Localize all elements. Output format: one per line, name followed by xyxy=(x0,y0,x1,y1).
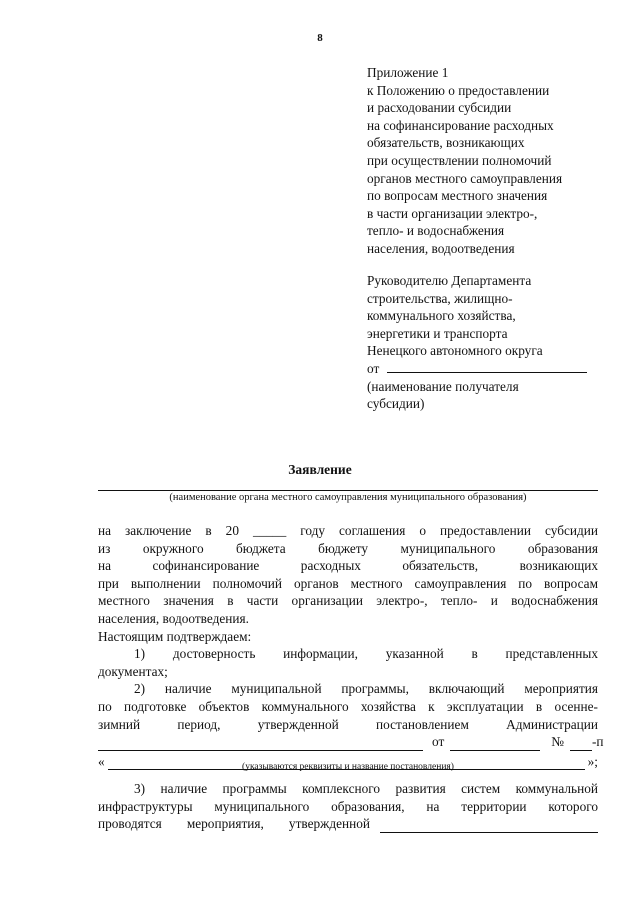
appendix-line: обязательств, возникающих xyxy=(367,135,525,151)
item3-block xyxy=(98,780,598,833)
appendix-line: Приложение 1 xyxy=(367,65,449,80)
org-caption: (наименование органа местного самоуправления муниципального образования) xyxy=(169,492,527,503)
recipient-caption-line: субсидии) xyxy=(367,396,425,412)
close-quote: »; xyxy=(587,753,598,769)
item2-line: зимний период, утвержденной постановлением Администрации xyxy=(98,716,598,732)
appendix-block xyxy=(367,64,617,258)
item3-last-line xyxy=(98,815,598,833)
requisites-caption: (указываются реквизиты и название постановления) xyxy=(242,762,454,772)
para-line: из окружного бюджета бюджету муниципального образования xyxy=(98,540,598,556)
item2-line: 2) наличие муниципальной программы, включающий мероприятия xyxy=(134,681,598,697)
appendix-line: на софинансирование расходных xyxy=(367,117,554,133)
org-name-line[interactable] xyxy=(98,490,598,491)
recipient-line: Руководителю Департамента xyxy=(367,273,532,288)
recipient-caption-line: (наименование получателя xyxy=(367,378,519,394)
appendix-line: и расходовании субсидии xyxy=(367,100,512,116)
appendix-line: при осуществлении полномочий xyxy=(367,152,552,168)
para-line: населения, водоотведения. xyxy=(98,610,249,626)
recipient-block xyxy=(367,272,617,413)
page-number: 8 xyxy=(317,32,323,44)
confirm-line: Настоящим подтверждаем: xyxy=(98,628,252,644)
open-quote: « xyxy=(98,753,105,769)
program-fill[interactable] xyxy=(380,820,598,833)
statement-body xyxy=(98,522,604,770)
item3-line: инфраструктуры муниципального образования, на территории которого xyxy=(98,798,598,814)
appendix-line: по вопросам местного значения xyxy=(367,188,548,204)
item2-line: по подготовке объектов коммунального хозяйства к эксплуатации в осенне- xyxy=(98,698,598,714)
from-label: от xyxy=(367,360,380,376)
para-line: на софинансирование расходных обязательств, возникающих xyxy=(98,558,598,574)
item3-line: 3) наличие программы комплексного развития систем коммунальной xyxy=(134,781,598,796)
recipient-line: строительства, жилищно- xyxy=(367,290,513,306)
item1-line: документах; xyxy=(98,663,168,679)
recipient-line: коммунального хозяйства, xyxy=(367,308,516,324)
n-suffix: -п xyxy=(591,734,604,750)
ot-label: от xyxy=(432,734,445,750)
statement-title: Заявление xyxy=(288,462,352,477)
appendix-line: в части организации электро-, xyxy=(367,205,538,221)
resolution-line xyxy=(98,733,604,751)
para-line: при выполнении полномочий органов местного самоуправления по вопросам xyxy=(98,575,598,591)
recipient-line: Ненецкого автономного округа xyxy=(367,343,543,359)
recipient-line: энергетики и транспорта xyxy=(367,325,508,341)
item3-line: проводятся мероприятия, утвержденной xyxy=(98,816,370,832)
recipient-fill-line[interactable] xyxy=(387,360,587,373)
appendix-line: населения, водоотведения xyxy=(367,240,515,256)
appendix-line: тепло- и водоснабжения xyxy=(367,223,505,239)
resolution-fill[interactable] xyxy=(98,738,423,751)
number-fill[interactable] xyxy=(570,738,592,751)
appendix-line: органов местного самоуправления xyxy=(367,170,563,186)
recipient-from-line xyxy=(367,360,617,378)
appendix-line: к Положению о предоставлении xyxy=(367,82,550,98)
date-fill[interactable] xyxy=(450,738,540,751)
item1-line: 1) достоверность информации, указанной в представленных xyxy=(134,646,598,662)
no-label: № xyxy=(551,734,564,750)
para-line: местного значения в части организации электро-, тепло- и водоснабжения xyxy=(98,593,598,609)
para-line: на заключение в 20 _____ году соглашения о предоставлении субсидии xyxy=(98,523,598,538)
